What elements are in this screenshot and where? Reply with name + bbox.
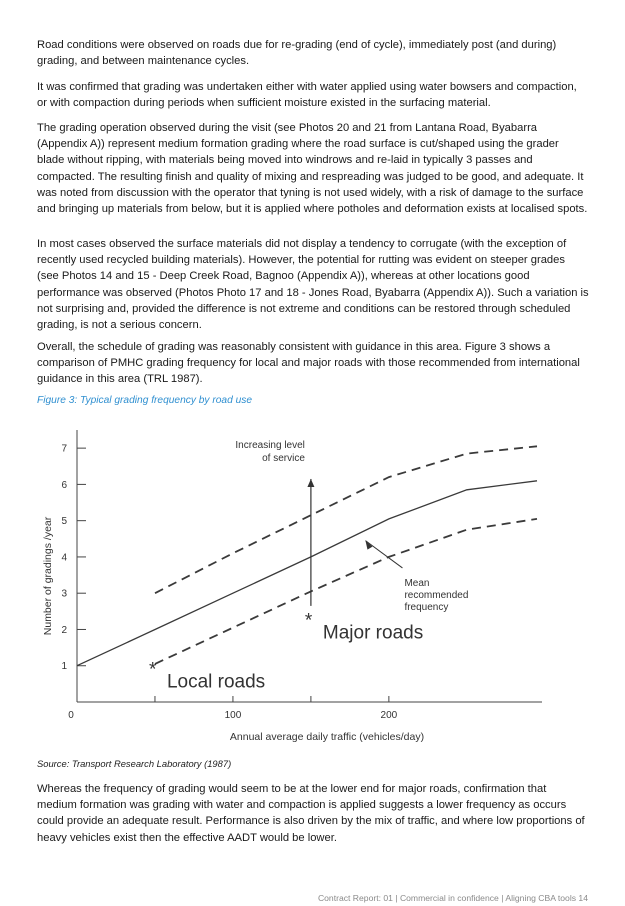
local-roads-marker: * [148,659,157,681]
x-tick-label: 0 [68,710,74,721]
y-tick-label: 7 [61,443,67,455]
grading-frequency-chart [37,412,557,752]
mean-frequency-label: frequency [404,601,449,613]
mean-frequency-label: recommended [404,589,469,601]
y-tick-label: 2 [61,624,67,636]
service-arrow-label: of service [262,453,305,465]
paragraph-schedule-consistency: Overall, the schedule of grading was reasonably consistent with guidance in this area. Figure 3 shows a comparison of PMHC grading frequency for local and major roads with those recommended from international guidance in this area (TRL 1987). [37,341,580,386]
y-axis-label: Number of gradings /year [42,516,54,636]
mean-frequency-label: Mean [404,577,430,589]
y-tick-label: 3 [61,588,67,600]
service-arrow-label: Increasing level [235,440,305,452]
chart-annotations [149,440,468,692]
figure-source: Source: Transport Research Laboratory (1987) [37,758,232,769]
service-arrow-head [307,479,314,487]
x-tick-label: 200 [380,710,398,721]
page-footer: Contract Report: 01 | Commercial in confidence | Aligning CBA tools 14 [317,893,588,903]
figure-caption: Figure 3: Typical grading frequency by road use [37,395,252,406]
major-roads-marker: * [304,610,313,632]
y-tick-label: 1 [61,661,67,673]
mean-frequency-line [77,481,537,666]
local-roads-label: Local roads [166,671,266,693]
x-tick-label: 100 [224,710,242,721]
bound-dashed-line [155,446,537,593]
major-roads-label: Major roads [322,622,424,644]
paragraph-lower-end-major-roads: Whereas the frequency of grading would seem to be at the lower end for major roads, confirmation that medium formation was grading with water and compaction is applied suggests a lower frequency as occurs could provide an adequate result. Performance is also driven by the mix of traffic, and where low proportions of heavy vehicles exist then the effective AADT would be lower. [37,783,585,844]
chart-series [77,446,537,665]
paragraph-surface-materials: In most cases observed the surface materials did not display a tendency to corrugate (with the exception of recently used recycled building materials). However, the potential for rutting was evident on steeper grades (see Photos 14 and 15 - Deep Creek Road, Bagnoo (Appendix A)), whereas at other locations good performance was observed (Photos Photo 17 and 18 - Jones Road, Byabarra (Appendix A)). Such a variation is not surprising and, provided the difference is not extreme and conditions can be restored through scheduled grading, is not a serious concern. [37,238,589,332]
paragraph-grading-observation: Road conditions were observed on roads due for re-grading (end of cycle), immediately post (and during) grading, and between maintenance cycles. [37,39,557,68]
paragraph-water-compaction: It was confirmed that grading was undertaken either with water applied using water bowsers and compaction, or with compaction during periods when sufficient moisture existed in the surfacing material. [37,81,577,110]
y-tick-label: 5 [61,516,67,528]
chart-axes [42,430,542,743]
y-tick-label: 4 [61,552,67,564]
x-axis-label: Annual average daily traffic (vehicles/day) [229,731,425,743]
y-tick-label: 6 [61,479,67,491]
mean-pointer-line [365,541,402,568]
paragraph-grading-operation: The grading operation observed during the visit (see Photos 20 and 21 from Lantana Road, Byabarra (Appendix A)) represent medium formation grading where the road surface is cut/shaped using the grader blade without ripping, with materials being moved into windrows and re-laid in typically 3 passes and compacted. The resulting finish and quality of mixing and respreading was judged to be good, and adequate. It was noted from discussion with the operator that tyning is not used widely, with a risk of damage to the surface and bringing up materials from below, but it is applied where potholes and deformation exists at localised spots. [37,122,588,216]
